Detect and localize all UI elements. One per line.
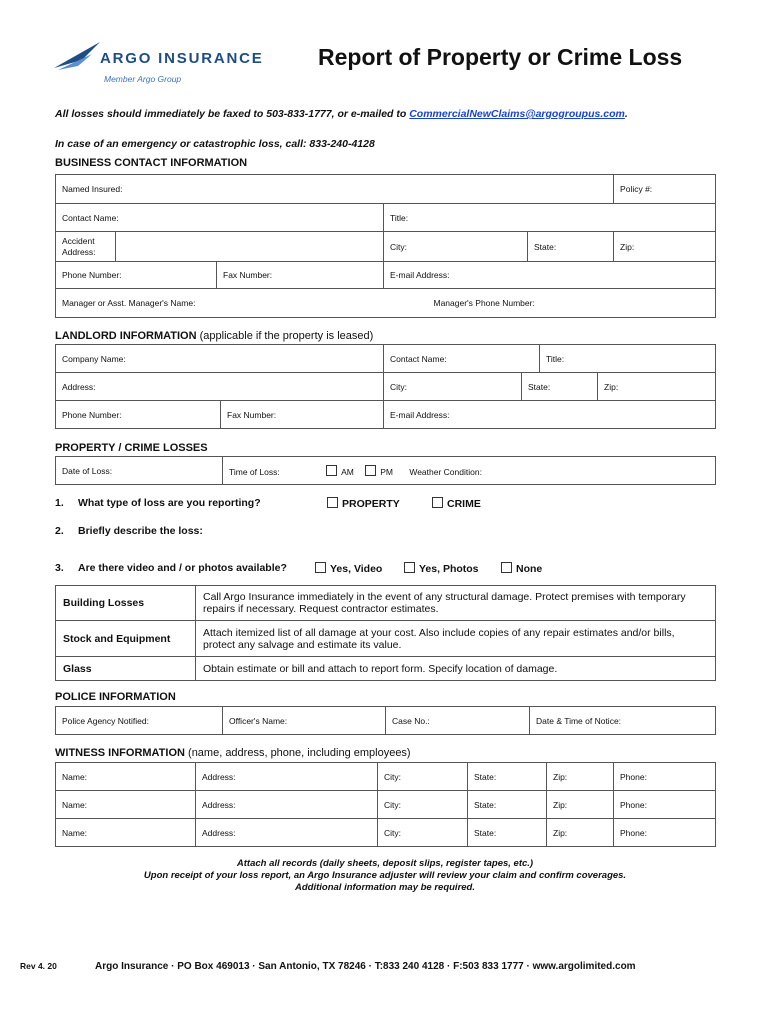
time-of-loss-field[interactable]: Time of Loss: [229,466,280,477]
landlord-address-field[interactable]: Address: [56,373,384,401]
question-1-number: 1. [55,497,64,509]
yes-video-label: Yes, Video [330,563,383,575]
case-number-field[interactable]: Case No.: [386,707,530,735]
property-option[interactable] [327,497,400,510]
am-label: AM [341,466,354,477]
witness-state-field[interactable]: State: [468,763,547,791]
witness-city-field[interactable]: City: [378,791,468,819]
landlord-zip-field[interactable]: Zip: [598,373,716,401]
yes-photos-checkbox[interactable] [404,562,415,573]
witness-name-field[interactable]: Name: [56,819,196,847]
witness-name-field[interactable]: Name: [56,791,196,819]
property-checkbox[interactable] [327,497,338,508]
named-insured-field[interactable]: Named Insured: [56,175,614,204]
witness-address-field[interactable]: Address: [196,819,378,847]
landlord-heading-note: (applicable if the property is leased) [196,330,374,342]
table-row [56,819,716,847]
question-1-text: What type of loss are you reporting? [78,497,261,509]
loss-type-instructions: Attach itemized list of all damage at your cost. Also include copies of any repair estimates and/or bills, protect any salvage and estimate its value. [196,621,716,657]
witness-zip-field[interactable]: Zip: [547,763,614,791]
question-2-number: 2. [55,525,64,537]
footer-adjuster-note: Upon receipt of your loss report, an Argo Insurance adjuster will review your claim and confirm coverages. [143,870,627,881]
am-option[interactable] [326,467,354,477]
question-2-text: Briefly describe the loss: [78,525,203,537]
pm-checkbox[interactable] [365,465,376,476]
question-3-number: 3. [55,562,64,574]
fax-notice [55,108,628,120]
claims-email-link[interactable]: CommercialNewClaims@argogroupus.com [409,108,625,120]
table-row [56,763,716,791]
fax-notice-text: All losses should immediately be faxed to 503-833-1777, or e-mailed to [55,108,410,120]
landlord-fax-field[interactable]: Fax Number: [221,401,384,429]
police-heading: POLICE INFORMATION [55,691,176,703]
am-checkbox[interactable] [326,465,337,476]
manager-name-field[interactable]: Manager or Asst. Manager's Name: [56,289,384,318]
accident-zip-field[interactable]: Zip: [614,232,716,262]
yes-video-checkbox[interactable] [315,562,326,573]
landlord-heading-text: LANDLORD INFORMATION [55,330,197,342]
notice-date-time-field[interactable]: Date & Time of Notice: [530,707,716,735]
witness-table [55,762,716,847]
table-row [56,586,716,621]
witness-heading-text: WITNESS INFORMATION [55,747,185,759]
landlord-state-field[interactable]: State: [522,373,598,401]
none-checkbox[interactable] [501,562,512,573]
witness-zip-field[interactable]: Zip: [547,819,614,847]
crime-checkbox[interactable] [432,497,443,508]
witness-phone-field[interactable]: Phone: [614,819,716,847]
police-agency-field[interactable]: Police Agency Notified: [56,707,223,735]
landlord-email-field[interactable]: E-mail Address: [384,401,716,429]
footer-address: Argo Insurance · PO Box 469013 · San Antonio, TX 78246 · T:833 240 4128 · F:503 833 1777 · www.argolimited.com [95,961,636,972]
witness-address-field[interactable]: Address: [196,763,378,791]
yes-video-option[interactable] [315,562,382,575]
crime-label: CRIME [447,498,481,510]
none-option[interactable] [501,562,542,575]
manager-phone-field[interactable]: Manager's Phone Number: [384,289,716,318]
loss-type-instructions: Call Argo Insurance immediately in the event of any structural damage. Protect premises with temporary repairs if necessary. Request contractor estimates. [196,586,716,621]
yes-photos-label: Yes, Photos [419,563,479,575]
yes-photos-option[interactable] [404,562,479,575]
witness-phone-field[interactable]: Phone: [614,763,716,791]
accident-address-field[interactable] [116,232,384,262]
police-table [55,706,716,735]
witness-city-field[interactable]: City: [378,819,468,847]
pm-option[interactable] [365,467,393,477]
pm-label: PM [380,466,393,477]
losses-heading: PROPERTY / CRIME LOSSES [55,442,208,454]
accident-city-field[interactable]: City: [384,232,528,262]
time-weather-cell [223,457,716,485]
witness-zip-field[interactable]: Zip: [547,791,614,819]
logo-text: ARGO INSURANCE [100,50,264,67]
witness-city-field[interactable]: City: [378,763,468,791]
witness-state-field[interactable]: State: [468,819,547,847]
email-address-field[interactable]: E-mail Address: [384,262,716,289]
officer-name-field[interactable]: Officer's Name: [223,707,386,735]
fax-number-field[interactable]: Fax Number: [217,262,384,289]
witness-state-field[interactable]: State: [468,791,547,819]
loss-type-label: Stock and Equipment [56,621,196,657]
landlord-city-field[interactable]: City: [384,373,522,401]
witness-phone-field[interactable]: Phone: [614,791,716,819]
loss-type-instructions: Obtain estimate or bill and attach to report form. Specify location of damage. [196,657,716,681]
landlord-company-field[interactable]: Company Name: [56,345,384,373]
landlord-table [55,344,716,429]
table-row [56,791,716,819]
witness-name-field[interactable]: Name: [56,763,196,791]
phone-number-field[interactable]: Phone Number: [56,262,217,289]
table-row [56,657,716,681]
loss-types-table [55,585,716,681]
business-contact-table [55,174,716,318]
witness-heading [55,747,411,759]
loss-type-label: Glass [56,657,196,681]
revision-label: Rev 4. 20 [20,961,57,971]
landlord-contact-field[interactable]: Contact Name: [384,345,540,373]
landlord-phone-field[interactable]: Phone Number: [56,401,221,429]
none-label: None [516,563,543,575]
contact-name-field[interactable]: Contact Name: [56,204,384,232]
argo-logo-icon [52,40,104,72]
date-of-loss-field[interactable]: Date of Loss: [56,457,223,485]
witness-address-field[interactable]: Address: [196,791,378,819]
landlord-heading [55,330,373,342]
emergency-notice: In case of an emergency or catastrophic loss, call: 833-240-4128 [55,138,375,150]
question-3-text: Are there video and / or photos available? [78,562,287,574]
accident-state-field[interactable]: State: [528,232,614,262]
landlord-title-field[interactable]: Title: [540,345,716,373]
loss-type-label: Building Losses [56,586,196,621]
losses-table [55,456,716,485]
property-label: PROPERTY [342,498,400,510]
crime-option[interactable] [432,497,481,510]
footer-attach-records: Attach all records (daily sheets, deposit slips, register tapes, etc.) [236,858,534,869]
fax-notice-end: . [624,108,628,120]
contact-title-field[interactable]: Title: [384,204,716,232]
weather-condition-field[interactable]: Weather Condition: [409,466,482,477]
business-contact-heading: BUSINESS CONTACT INFORMATION [55,157,248,169]
policy-number-field[interactable]: Policy #: [614,175,716,204]
accident-address-label: Accident Address: [56,232,116,262]
page-title: Report of Property or Crime Loss [318,44,683,70]
witness-heading-note: (name, address, phone, including employees) [184,747,411,759]
logo-subtitle: Member Argo Group [104,74,182,84]
footer-additional-info: Additional information may be required. [295,882,475,893]
table-row [56,621,716,657]
